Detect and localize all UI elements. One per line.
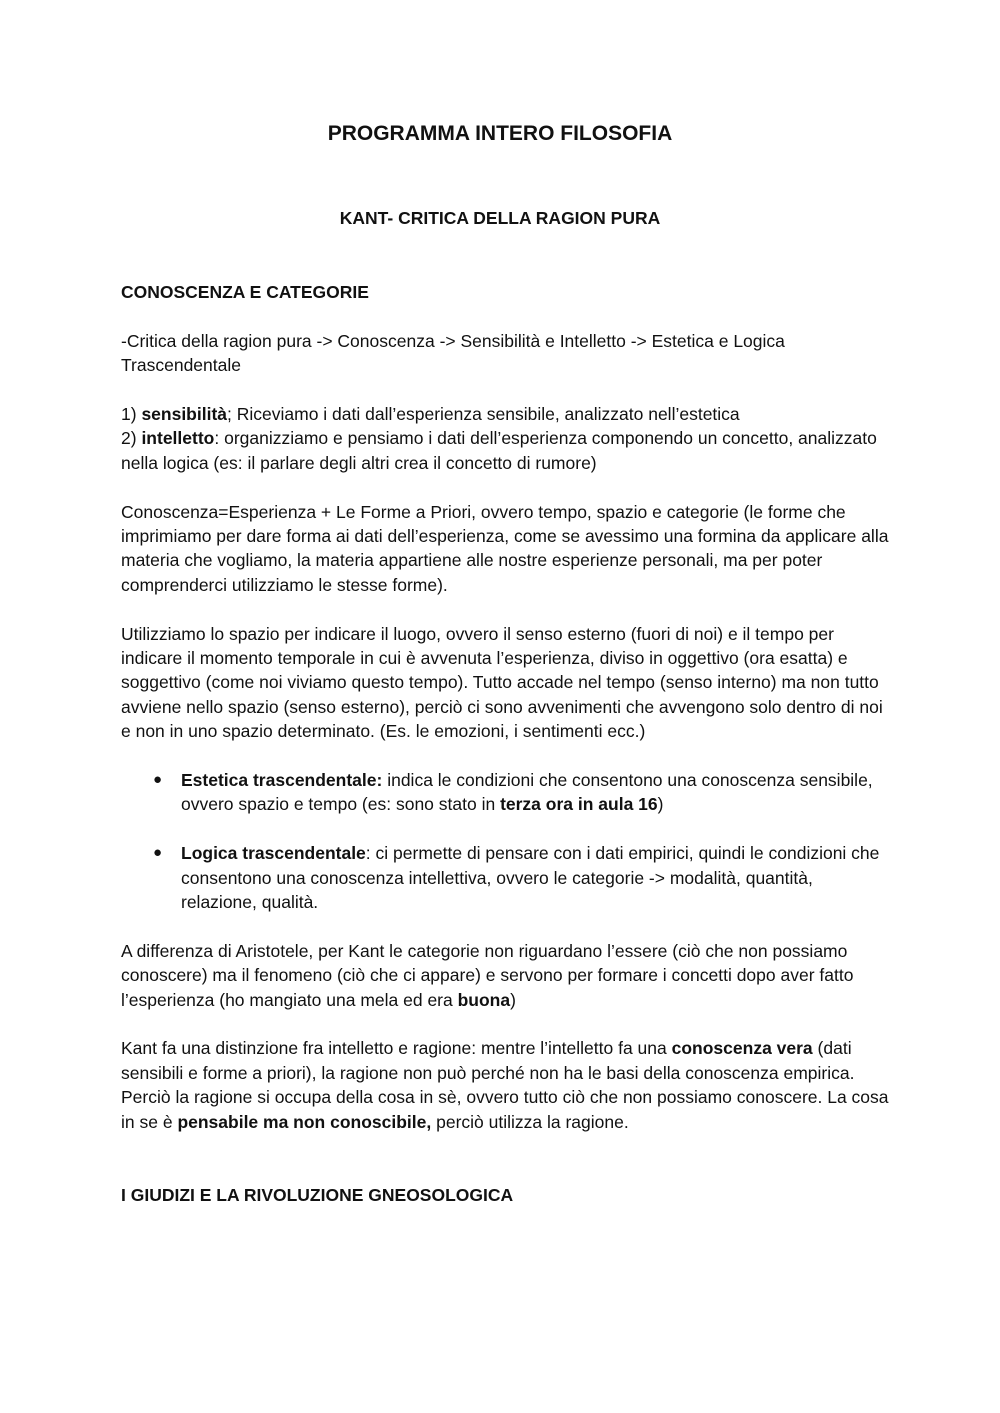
aristotele-text: A differenza di Aristotele, per Kant le categorie non riguardano l’essere (ciò che non possiamo conoscere) ma il fenomeno (ciò che ci appare) e servono per formare i concetti dopo aver fatto l’esperienza (ho mangiato una mela ed era [121, 940, 854, 1010]
paragraph-aristotele [121, 939, 891, 1012]
section-heading-conoscenza: CONOSCENZA E CATEGORIE [121, 282, 369, 302]
subtitle-rest: - CRITICA DELLA RAGION PURA [387, 208, 661, 228]
distinzione-bold2: pensabile ma non conoscibile, [177, 1111, 432, 1132]
bullet-item-estetica [121, 768, 891, 817]
paragraph-conoscenza: Conoscenza=Esperienza + Le Forme a Priori, ovvero tempo, spazio e categorie (le forme che imprimiamo per dare forma ai dati dell’esperienza, come se avessimo una formina da applicare alla materia che vogliamo, la materia appartiene alle nostre esperienze personali, ma per poter comprenderci utilizziamo le stesse forme). [121, 501, 889, 595]
paragraph-distinzione [121, 1036, 891, 1134]
aristotele-bold: buona [457, 989, 511, 1010]
spacer [121, 1158, 891, 1182]
document-subtitle [0, 206, 1000, 230]
numbered-list [121, 402, 891, 475]
intro-paragraph: -Critica della ragion pura -> Conoscenza -> Sensibilità e Intelletto -> Estetica e Logica Trascendentale [121, 330, 785, 376]
item1-num: 1) [121, 404, 142, 424]
section-heading-giudizi: I GIUDIZI E LA RIVOLUZIONE GNEOSOLOGICA [121, 1184, 514, 1205]
item1-bold: sensibilità [141, 404, 228, 424]
paragraph-spazio-tempo: Utilizziamo lo spazio per indicare il luogo, ovvero il senso esterno (fuori di noi) e il tempo per indicare il momento temporale in cui è avvenuta l’esperienza, diviso in oggettivo (ora esatta) e soggettivo (come noi viviamo questo tempo). Tutto accade nel tempo (senso interno) ma non tutto avviene nello spazio (senso esterno), perciò ci sono avvenimenti che avvengono solo dentro di noi e non in uno spazio determinato. (Es. le emozioni, i sentimenti ecc.) [121, 623, 883, 742]
distinzione-text1: Kant fa una distinzione fra intelletto e ragione: mentre l’intelletto fa una [121, 1038, 672, 1059]
bullet2-bold: Logica trascendentale [181, 843, 366, 864]
item2-bold: intelletto [141, 428, 215, 449]
bullet2-text: : ci permette di pensare con i dati empirici, quindi le condizioni che consentono una conoscenza intellettiva, ovvero le categorie -> modalità, quantità, relazione, qualità. [181, 843, 880, 913]
aristotele-end: ) [510, 989, 516, 1010]
subtitle-bold: KANT [339, 208, 388, 228]
bullet-icon: ● [153, 844, 163, 862]
item2-text: : organizziamo e pensiamo i dati dell’esperienza componendo un concetto, analizzato nella logica (es: il parlare degli altri crea il concetto di rumore) [121, 428, 877, 473]
document-title: PROGRAMMA INTERO FILOSOFIA [327, 122, 673, 145]
bullet1-bold2: terza ora in aula 16 [500, 794, 658, 815]
bullet-icon: ● [153, 771, 163, 789]
distinzione-bold1: conoscenza vera [671, 1038, 813, 1059]
item1-text: ; Riceviamo i dati dall’esperienza sensibile, analizzato nell’estetica [227, 404, 740, 424]
document-body [121, 280, 891, 1232]
distinzione-text3: perciò utilizza la ragione. [431, 1111, 629, 1132]
bullet1-text: indica le condizioni che consentono una conoscenza sensibile, ovvero spazio e tempo (es: sono stato in [181, 770, 873, 815]
item2-num: 2) [121, 428, 142, 449]
distinzione-text2: (dati sensibili e forme a priori), la ragione non può perché non ha le basi della conoscenza empirica. Perciò la ragione si occupa della cosa in sè, ovvero tutto ciò che non possiamo conoscere. La cosa in se è [121, 1038, 889, 1132]
bullet-item-logica [121, 841, 891, 914]
bullet1-bold: Estetica trascendentale: [181, 770, 383, 791]
bullet1-end: ) [657, 794, 664, 815]
bullet-list [121, 768, 891, 914]
